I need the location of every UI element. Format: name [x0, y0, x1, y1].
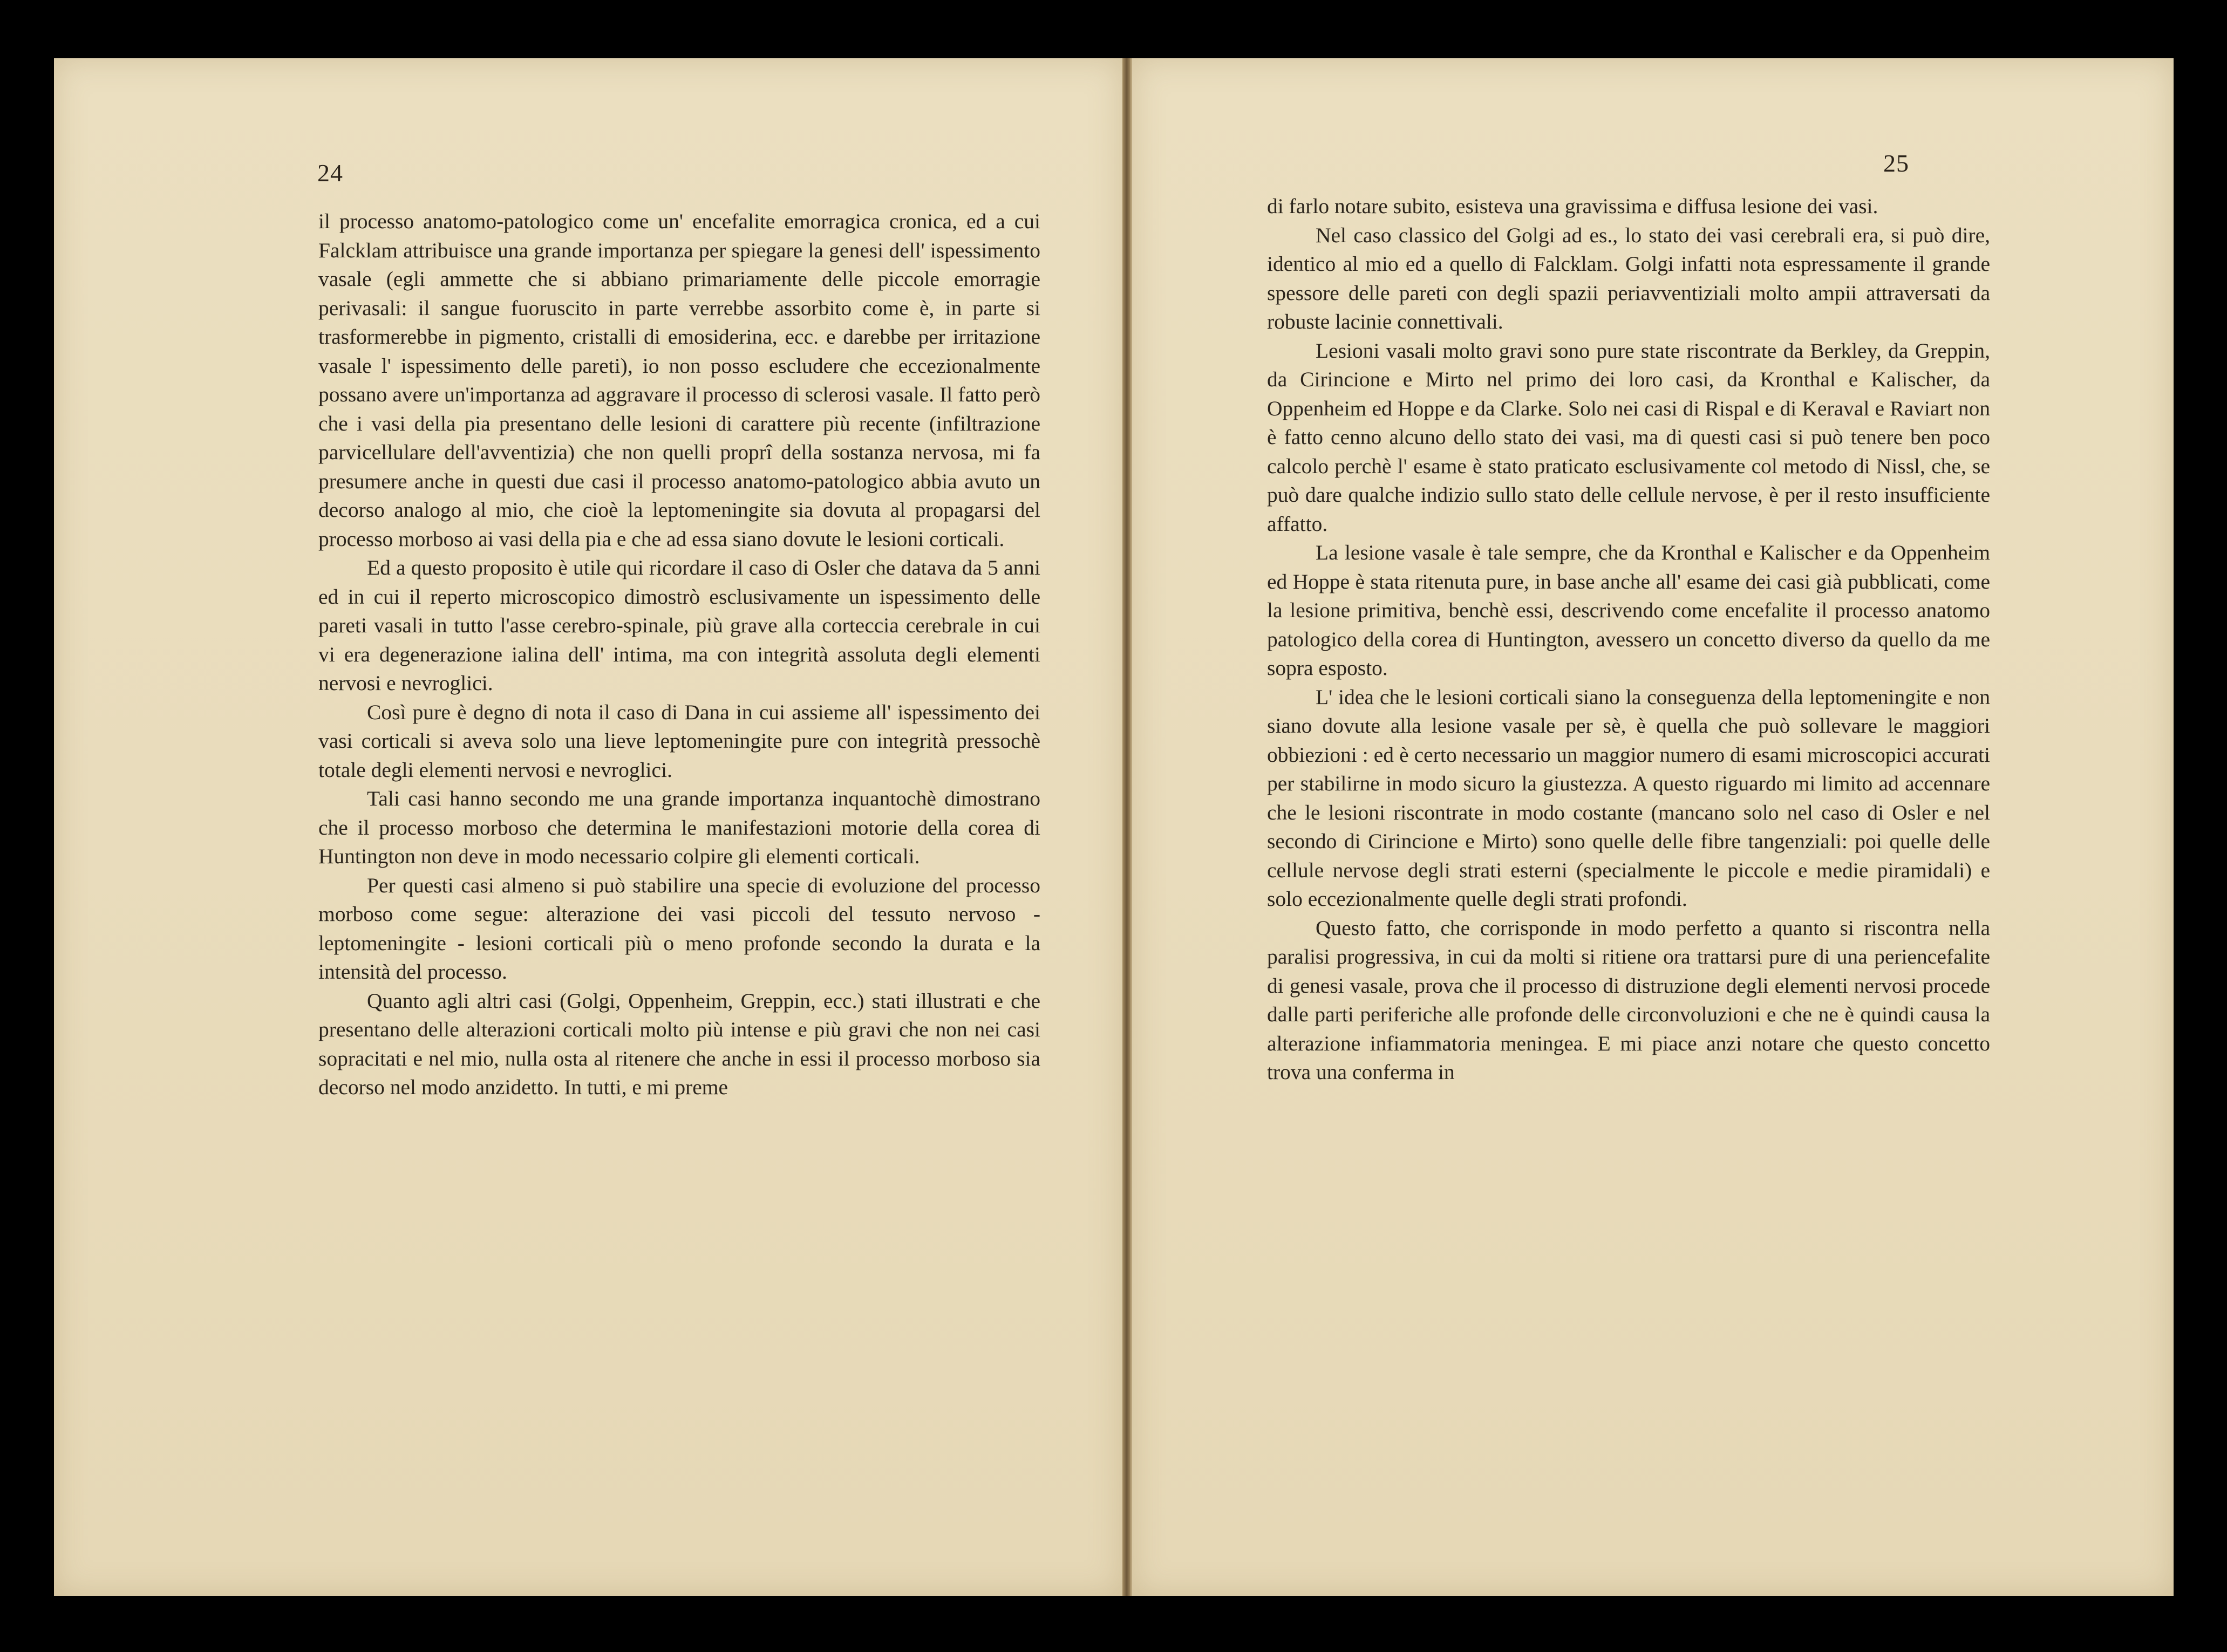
paragraph: Ed a questo proposito è utile qui ricordare il caso di Osler che datava da 5 anni ed in cui il reperto microscopico dimostrò esclusivamente un ispessimento delle pareti vasali in tutto l'asse cerebro-spinale, più grave alla corteccia cerebrale in cui vi era degenerazione ialina dell' intima, ma con integrità assoluta degli elementi nervosi e nevroglici.	[318, 556, 1040, 695]
page-number: 24	[317, 159, 343, 187]
paragraph: Per questi casi almeno si può stabilire una specie di evoluzione del processo morboso come segue: alterazione dei vasi piccoli del tessuto nervoso - leptomeningite - lesioni corticali più o meno profonde secondo la durata e la intensità del processo.	[318, 873, 1040, 984]
paragraph: il processo anatomo-patologico come un' encefalite emorragica cronica, ed a cui Falcklam attribuisce una grande importanza per spiegare la genesi dell' ispessimento vasale (egli ammette che si abbiano primariamente delle piccole emorragie perivasali: il sangue fuoruscito in parte verrebbe assorbito come è, in parte si trasformerebbe in pigmento, cristalli di emosiderina, ecc. e darebbe per irritazione vasale l' ispessimento delle pareti), io non posso escludere che eccezionalmente possano avere un'importanza ad aggravare il processo di sclerosi vasale. Il fatto però che i vasi della pia presentano delle lesioni di carattere più recente (infiltrazione parvicellulare dell'avventizia) che non quelli proprî della sostanza nervosa, mi fa presumere anche in questi due casi il processo anatomo-patologico abbia avuto un decorso analogo al mio, che cioè la leptomeningite sia dovuta al propagarsi del processo morboso ai vasi della pia e che ad essa siano dovute le lesioni corticali.	[318, 209, 1040, 551]
paragraph: Tali casi hanno secondo me una grande importanza inquantochè dimostrano che il processo morboso che determina le manifestazioni motorie della corea di Huntington non deve in modo necessario colpire gli elementi corticali.	[318, 787, 1040, 868]
page-number: 25	[1883, 149, 1909, 177]
paragraph: La lesione vasale è tale sempre, che da Kronthal e Kalischer e da Oppenheim ed Hoppe è stata ritenuta pure, in base anche all' esame dei casi già pubblicati, come la lesione primitiva, benchè essi, descrivendo come encefalite il processo anatomo patologico della corea di Huntington, avessero un concetto diverso da quello da me sopra esposto.	[1267, 541, 1990, 680]
paragraph: Questo fatto, che corrisponde in modo perfetto a quanto si riscontra nella paralisi progressiva, in cui da molti si ritiene ora trattarsi pure di una periencefalite di genesi vasale, prova che il processo di distruzione degli elementi nervosi procede dalle parti periferiche alle profonde delle circonvoluzioni e che ne è quindi causa la alterazione infiammatoria meningea. E mi piace anzi notare che questo concetto trova una conferma in	[1267, 916, 1990, 1084]
paragraph: di farlo notare subito, esisteva una gravissima e diffusa lesione dei vasi.	[1267, 194, 1878, 218]
right-page	[1130, 58, 2174, 1596]
book-gutter	[1122, 58, 1131, 1596]
paragraph: Così pure è degno di nota il caso di Dana in cui assieme all' ispessimento dei vasi corticali si aveva solo una lieve leptomeningite pure con integrità pressochè totale degli elementi nervosi e nevroglici.	[318, 700, 1040, 782]
body-text	[1267, 192, 1990, 1087]
paragraph: Quanto agli altri casi (Golgi, Oppenheim, Greppin, ecc.) stati illustrati e che presentano delle alterazioni corticali molto più intense e più gravi che non nei casi sopracitati e nel mio, nulla osta al ritenere che anche in essi il processo morboso sia decorso nel modo anzidetto. In tutti, e mi preme	[318, 988, 1040, 1099]
left-page	[54, 58, 1124, 1596]
paragraph: Lesioni vasali molto gravi sono pure state riscontrate da Berkley, da Greppin, da Cirincione e Mirto nel primo dei loro casi, da Kronthal e Kalischer, da Oppenheim ed Hoppe e da Clarke. Solo nei casi di Rispal e di Keraval e Raviart non è fatto cenno alcuno dello stato dei vasi, ma di questi casi si può tenere ben poco calcolo perchè l' esame è stato praticato esclusivamente col metodo di Nissl, che, se può dare qualche indizio sullo stato delle cellule nervose, è per il resto insufficiente affatto.	[1267, 338, 1990, 536]
paragraph: L' idea che le lesioni corticali siano la conseguenza della leptomeningite e non siano dovute alla lesione vasale per sè, è quella che può sollevare le maggiori obbiezioni : ed è certo necessario un maggior numero di esami microscopici accurati per stabilirne in modo sicuro la giustezza. A questo riguardo mi limito ad accennare che le lesioni riscontrate in modo costante (mancano solo nel caso di Osler e nel secondo di Cirincione e Mirto) sono quelle delle fibre tangenziali: poi quelle delle cellule nervose degli strati esterni (specialmente le piccole e medie piramidali) e solo eccezionalmente quelle degli strati profondi.	[1267, 685, 1990, 911]
paragraph: Nel caso classico del Golgi ad es., lo stato dei vasi cerebrali era, si può dire, identico al mio ed a quello di Falcklam. Golgi infatti nota espressamente il grande spessore delle pareti con degli spazii periavventiziali molto ampii attraversati da robuste lacinie connettivali.	[1267, 223, 1990, 333]
body-text	[318, 207, 1040, 1102]
